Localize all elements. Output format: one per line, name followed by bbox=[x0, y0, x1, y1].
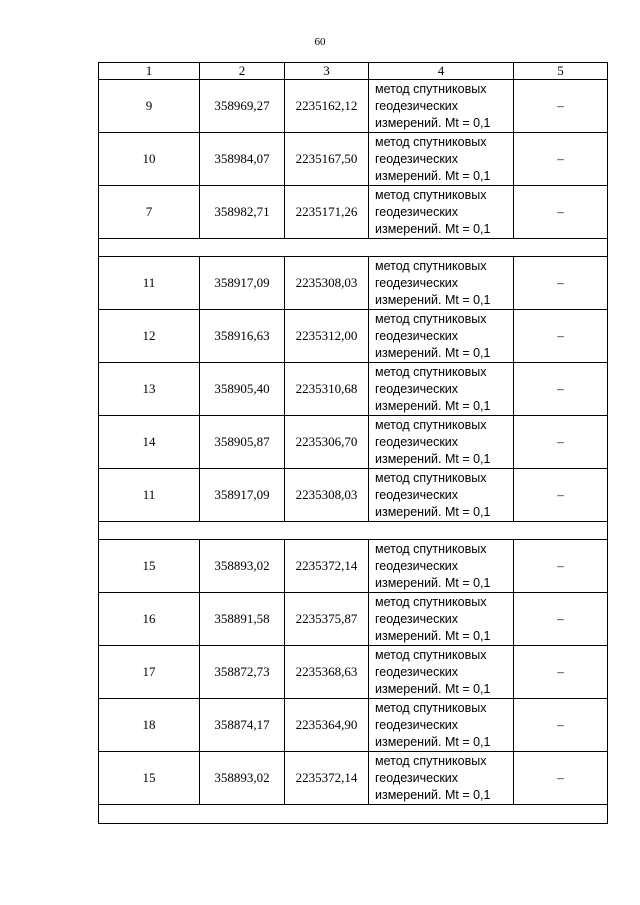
table-row bbox=[99, 310, 608, 363]
method-line: измерений. Mt = 0,1 bbox=[375, 504, 491, 519]
x-coordinate-cell: 358905,40 bbox=[200, 363, 285, 416]
table-row bbox=[99, 699, 608, 752]
column-header: 5 bbox=[514, 63, 608, 80]
table-row bbox=[99, 752, 608, 805]
method-line: измерений. Mt = 0,1 bbox=[375, 292, 491, 307]
point-number-cell: 14 bbox=[99, 416, 200, 469]
table-row bbox=[99, 80, 608, 133]
point-number-cell: 9 bbox=[99, 80, 200, 133]
y-coordinate-cell: 2235368,63 bbox=[285, 646, 369, 699]
point-number-cell: 15 bbox=[99, 540, 200, 593]
method-line: метод спутниковых bbox=[375, 417, 487, 432]
y-coordinate-cell: 2235162,12 bbox=[285, 80, 369, 133]
method-line: метод спутниковых bbox=[375, 470, 487, 485]
method-line: метод спутниковых bbox=[375, 258, 487, 273]
y-coordinate-cell: 2235308,03 bbox=[285, 257, 369, 310]
method-cell bbox=[369, 80, 514, 133]
table-row bbox=[99, 257, 608, 310]
note-cell: – bbox=[514, 593, 608, 646]
table-row bbox=[99, 133, 608, 186]
method-line: метод спутниковых bbox=[375, 364, 487, 379]
method-cell bbox=[369, 752, 514, 805]
table-row bbox=[99, 416, 608, 469]
method-line: измерений. Mt = 0,1 bbox=[375, 451, 491, 466]
x-coordinate-cell: 358982,71 bbox=[200, 186, 285, 239]
method-line: геодезических bbox=[375, 770, 459, 785]
separator-cell bbox=[99, 239, 608, 257]
table-row bbox=[99, 469, 608, 522]
point-number-cell: 17 bbox=[99, 646, 200, 699]
x-coordinate-cell: 358917,09 bbox=[200, 469, 285, 522]
page-number: 60 bbox=[314, 36, 326, 48]
point-number-cell: 13 bbox=[99, 363, 200, 416]
method-line: измерений. Mt = 0,1 bbox=[375, 115, 491, 130]
x-coordinate-cell: 358872,73 bbox=[200, 646, 285, 699]
note-cell: – bbox=[514, 80, 608, 133]
separator-row bbox=[99, 805, 608, 824]
point-number-cell: 16 bbox=[99, 593, 200, 646]
method-line: метод спутниковых bbox=[375, 594, 487, 609]
x-coordinate-cell: 358917,09 bbox=[200, 257, 285, 310]
method-line: измерений. Mt = 0,1 bbox=[375, 221, 491, 236]
x-coordinate-cell: 358969,27 bbox=[200, 80, 285, 133]
y-coordinate-cell: 2235312,00 bbox=[285, 310, 369, 363]
method-line: геодезических bbox=[375, 381, 459, 396]
y-coordinate-cell: 2235310,68 bbox=[285, 363, 369, 416]
y-coordinate-cell: 2235375,87 bbox=[285, 593, 369, 646]
method-line: геодезических bbox=[375, 434, 459, 449]
point-number-cell: 18 bbox=[99, 699, 200, 752]
point-number-cell: 7 bbox=[99, 186, 200, 239]
method-line: метод спутниковых bbox=[375, 753, 487, 768]
y-coordinate-cell: 2235372,14 bbox=[285, 752, 369, 805]
method-line: метод спутниковых bbox=[375, 187, 487, 202]
method-cell bbox=[369, 540, 514, 593]
method-line: геодезических bbox=[375, 98, 459, 113]
method-line: измерений. Mt = 0,1 bbox=[375, 168, 491, 183]
method-line: геодезических bbox=[375, 611, 459, 626]
column-header: 3 bbox=[285, 63, 369, 80]
note-cell: – bbox=[514, 186, 608, 239]
method-cell bbox=[369, 363, 514, 416]
method-line: метод спутниковых bbox=[375, 134, 487, 149]
method-line: измерений. Mt = 0,1 bbox=[375, 628, 491, 643]
method-line: геодезических bbox=[375, 204, 459, 219]
table-body bbox=[99, 80, 608, 824]
note-cell: – bbox=[514, 416, 608, 469]
table-row bbox=[99, 593, 608, 646]
method-line: геодезических bbox=[375, 664, 459, 679]
method-cell bbox=[369, 133, 514, 186]
y-coordinate-cell: 2235167,50 bbox=[285, 133, 369, 186]
method-line: измерений. Mt = 0,1 bbox=[375, 787, 491, 802]
method-cell bbox=[369, 469, 514, 522]
y-coordinate-cell: 2235171,26 bbox=[285, 186, 369, 239]
method-line: измерений. Mt = 0,1 bbox=[375, 345, 491, 360]
method-line: метод спутниковых bbox=[375, 647, 487, 662]
note-cell: – bbox=[514, 310, 608, 363]
method-cell bbox=[369, 646, 514, 699]
separator-cell bbox=[99, 522, 608, 540]
point-number-cell: 11 bbox=[99, 469, 200, 522]
method-cell bbox=[369, 257, 514, 310]
table-row bbox=[99, 186, 608, 239]
point-number-cell: 10 bbox=[99, 133, 200, 186]
note-cell: – bbox=[514, 699, 608, 752]
method-line: измерений. Mt = 0,1 bbox=[375, 575, 491, 590]
note-cell: – bbox=[514, 257, 608, 310]
method-line: метод спутниковых bbox=[375, 700, 487, 715]
separator-cell bbox=[99, 805, 608, 824]
x-coordinate-cell: 358905,87 bbox=[200, 416, 285, 469]
y-coordinate-cell: 2235306,70 bbox=[285, 416, 369, 469]
coordinates-table bbox=[98, 62, 608, 824]
x-coordinate-cell: 358984,07 bbox=[200, 133, 285, 186]
method-line: геодезических bbox=[375, 275, 459, 290]
note-cell: – bbox=[514, 752, 608, 805]
note-cell: – bbox=[514, 363, 608, 416]
method-line: измерений. Mt = 0,1 bbox=[375, 398, 491, 413]
method-cell bbox=[369, 699, 514, 752]
table-row bbox=[99, 363, 608, 416]
header-row bbox=[99, 63, 608, 80]
x-coordinate-cell: 358891,58 bbox=[200, 593, 285, 646]
method-line: метод спутниковых bbox=[375, 81, 487, 96]
point-number-cell: 11 bbox=[99, 257, 200, 310]
note-cell: – bbox=[514, 469, 608, 522]
point-number-cell: 15 bbox=[99, 752, 200, 805]
method-line: метод спутниковых bbox=[375, 541, 487, 556]
note-cell: – bbox=[514, 540, 608, 593]
note-cell: – bbox=[514, 646, 608, 699]
table-row bbox=[99, 646, 608, 699]
y-coordinate-cell: 2235308,03 bbox=[285, 469, 369, 522]
method-line: геодезических bbox=[375, 151, 459, 166]
separator-row bbox=[99, 522, 608, 540]
table-row bbox=[99, 540, 608, 593]
column-header: 4 bbox=[369, 63, 514, 80]
x-coordinate-cell: 358874,17 bbox=[200, 699, 285, 752]
method-cell bbox=[369, 593, 514, 646]
x-coordinate-cell: 358916,63 bbox=[200, 310, 285, 363]
method-cell bbox=[369, 186, 514, 239]
method-line: геодезических bbox=[375, 717, 459, 732]
method-line: геодезических bbox=[375, 558, 459, 573]
method-line: геодезических bbox=[375, 487, 459, 502]
method-line: геодезических bbox=[375, 328, 459, 343]
y-coordinate-cell: 2235372,14 bbox=[285, 540, 369, 593]
note-cell: – bbox=[514, 133, 608, 186]
y-coordinate-cell: 2235364,90 bbox=[285, 699, 369, 752]
method-line: измерений. Mt = 0,1 bbox=[375, 734, 491, 749]
separator-row bbox=[99, 239, 608, 257]
column-header: 2 bbox=[200, 63, 285, 80]
x-coordinate-cell: 358893,02 bbox=[200, 752, 285, 805]
x-coordinate-cell: 358893,02 bbox=[200, 540, 285, 593]
method-line: метод спутниковых bbox=[375, 311, 487, 326]
method-cell bbox=[369, 310, 514, 363]
method-line: измерений. Mt = 0,1 bbox=[375, 681, 491, 696]
column-header: 1 bbox=[99, 63, 200, 80]
point-number-cell: 12 bbox=[99, 310, 200, 363]
method-cell bbox=[369, 416, 514, 469]
